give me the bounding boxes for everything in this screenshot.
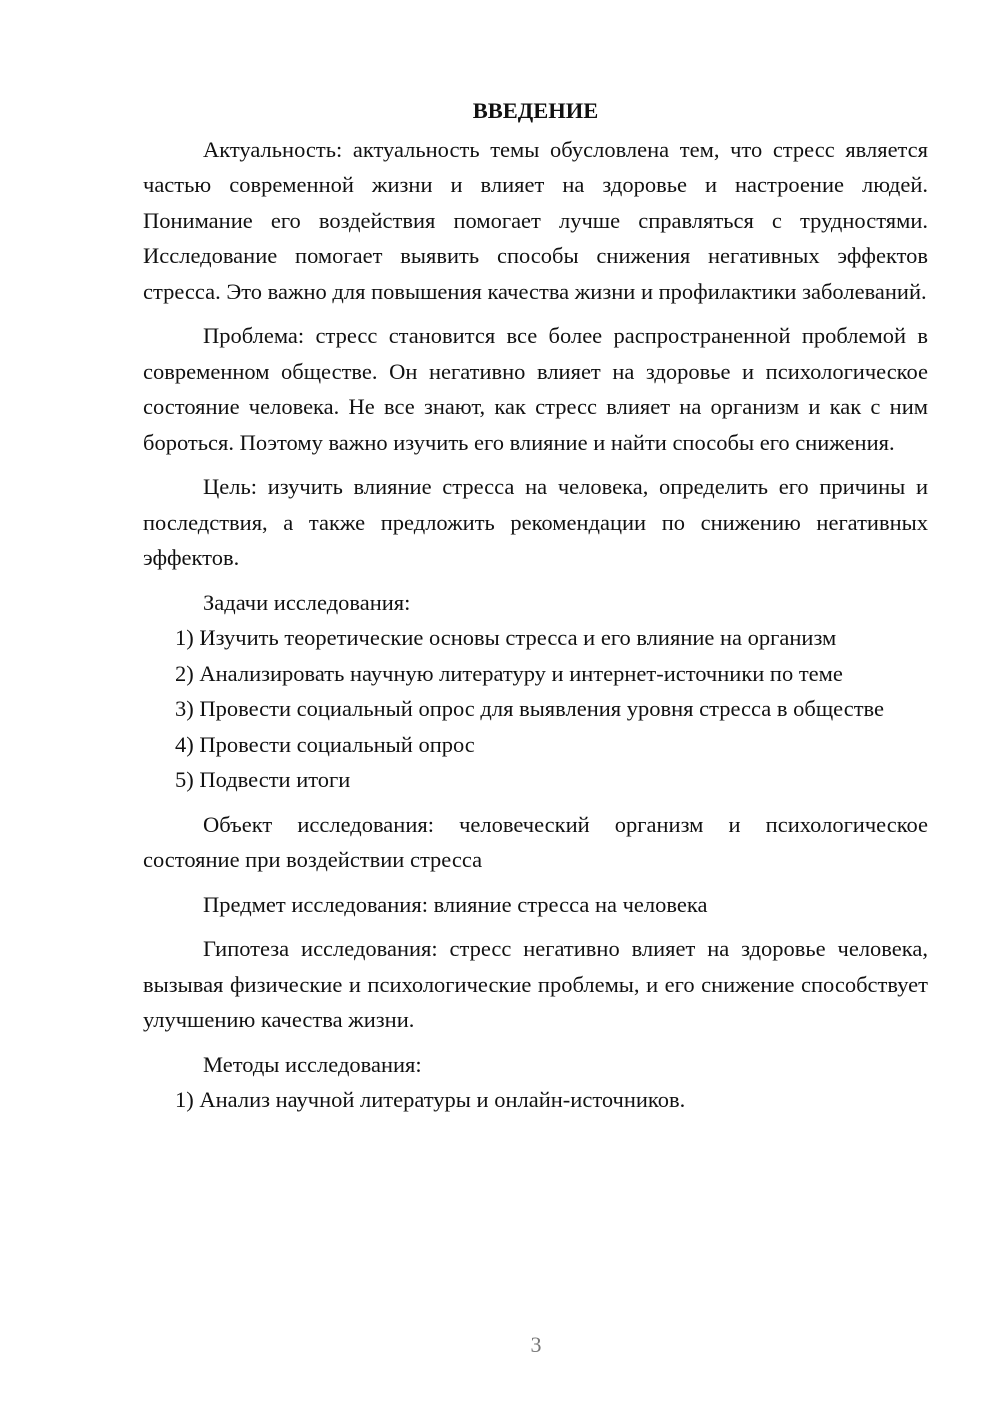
tasks-heading: Задачи исследования: [203, 589, 411, 615]
method-item: 1) Анализ научной литературы и онлайн-источников. [175, 1087, 686, 1112]
problem-paragraph: Проблема: стресс становится все более распространенной проблемой в современном обществе. Он негативно влияет на здоровье и психологическое состояние человека. Не все знают, как стресс влияет на организм и как с ним бороться. Поэтому важно изучить его влияние и найти способы его снижения. [143, 323, 928, 455]
goal-paragraph: Цель: изучить влияние стресса на человека, определить его причины и последствия, а также предложить рекомендации по снижению негативных эффектов. [143, 474, 928, 570]
task-item: 4) Провести социальный опрос [175, 731, 475, 757]
section-heading: ВВЕДЕНИЕ [472, 98, 599, 123]
task-item: 2) Анализировать научную литературу и интернет-источники по теме [175, 660, 843, 686]
page-number: 3 [530, 1332, 542, 1357]
hypothesis-paragraph: Гипотеза исследования: стресс негативно влияет на здоровье человека, вызывая физические и психологические проблемы, и его снижение способствует улучшению качества жизни. [143, 936, 928, 1032]
subject-paragraph: Предмет исследования: влияние стресса на человека [203, 891, 708, 917]
task-item: 1) Изучить теоретические основы стресса и его влияние на организм [175, 625, 837, 650]
task-item: 3) Провести социальный опрос для выявления уровня стресса в обществе [175, 696, 885, 721]
object-paragraph: Объект исследования: человеческий организм и психологическое состояние при воздействии стресса [143, 811, 928, 872]
relevance-paragraph: Актуальность: актуальность темы обусловлена тем, что стресс является частью современной жизни и влияет на здоровье и настроение людей. Понимание его воздействия помогает лучше справляться с трудностями. Исследование помогает выявить способы снижения негативных эффектов стресса. Это важно для повышения качества жизни и профилактики заболеваний. [143, 136, 928, 304]
document-body [143, 93, 928, 1118]
task-item: 5) Подвести итоги [175, 767, 351, 792]
methods-heading: Методы исследования: [203, 1051, 422, 1077]
